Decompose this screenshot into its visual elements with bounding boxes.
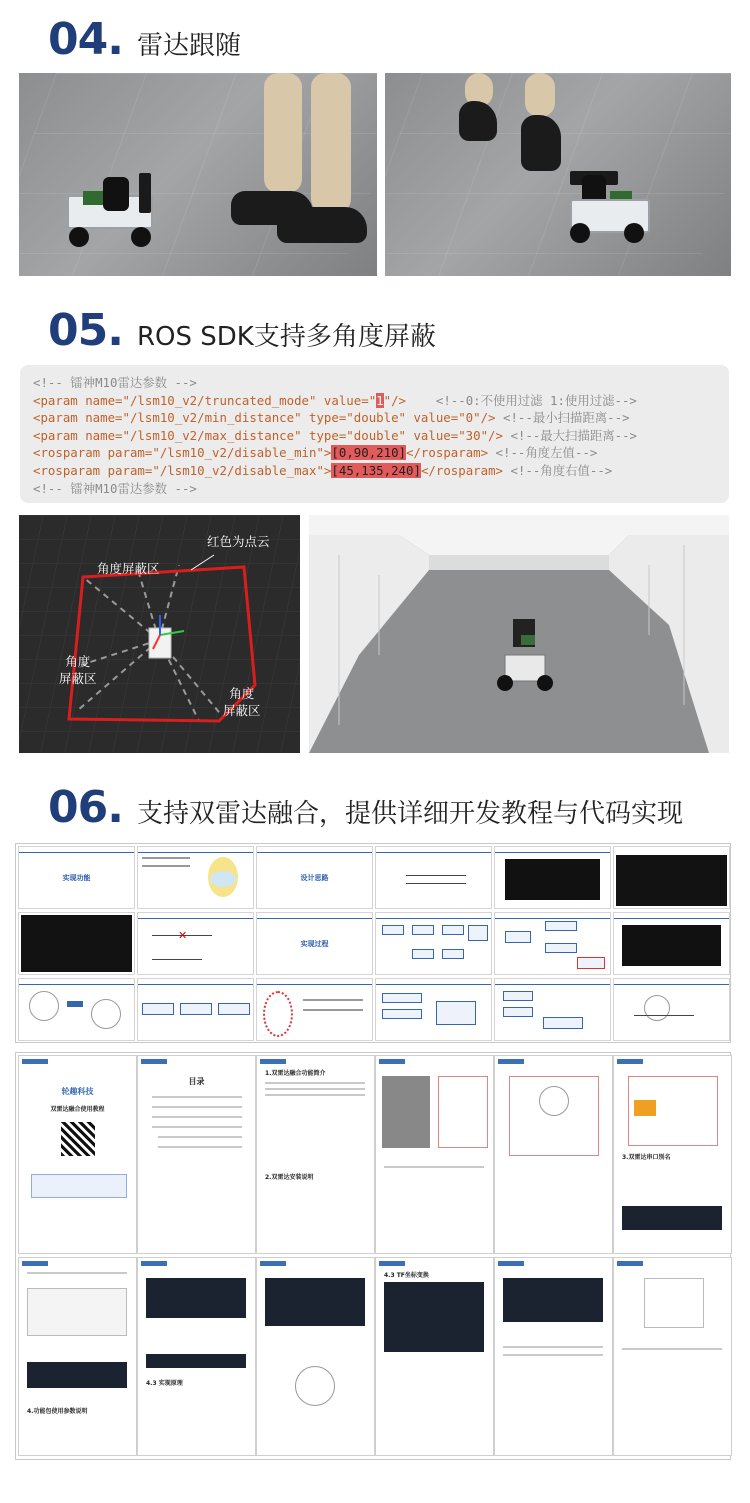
slide-thumbnail [494, 846, 611, 909]
code-highlight-value: [0,90,210] [331, 445, 407, 461]
section-heading: 支持双雷达融合，提供详细开发教程与代码实现 [136, 799, 683, 829]
section-title-06 [48, 782, 683, 833]
page-heading: 4.功能包使用参数说明 [27, 1408, 88, 1415]
doc-page-cover [18, 1055, 137, 1254]
code-line-truncated-mode: <param name="/lsm10_v2/truncated_mode" value=" [33, 392, 377, 408]
slide-thumbnail [137, 846, 254, 909]
slide-thumbnail [18, 912, 135, 975]
slide-thumbnail [494, 978, 611, 1041]
section-number: 06. [48, 782, 123, 833]
code-comment: <!--角度右值--> [510, 462, 613, 478]
slide-thumbnail [375, 978, 492, 1041]
code-comment: <!--角度左值--> [495, 445, 598, 461]
slide-thumbnail [256, 912, 373, 975]
doc-page-diagram [494, 1055, 613, 1254]
slide-thumbnail [375, 912, 492, 975]
label-shield-bottom [223, 685, 261, 719]
label-text: 屏蔽区 [223, 703, 261, 718]
page-heading: 4.3 实现原理 [146, 1380, 183, 1387]
code-line-end: </rosparam> [406, 445, 489, 461]
section-title-05 [48, 305, 436, 356]
section-heading: ROS SDK支持多角度屏蔽 [136, 322, 436, 352]
slide-title: 实现功能 [62, 874, 91, 882]
slide-thumbnail [613, 912, 730, 975]
doc-page-principle [256, 1257, 375, 1456]
tutorial-slides-grid [15, 843, 731, 1043]
rviz-angle-shield-view [19, 515, 300, 753]
label-shield-left [59, 653, 97, 687]
ros-param-code-block [20, 365, 729, 503]
slide-thumbnail [613, 846, 730, 909]
doc-page-intro [256, 1055, 375, 1254]
code-line-end: </rosparam> [420, 462, 503, 478]
label-text: 角度 [65, 654, 91, 669]
slide-title: 设计思路 [300, 874, 329, 882]
radar-follow-photo-right [385, 73, 731, 276]
doc-page-code-2 [494, 1257, 613, 1456]
section-title-04 [48, 14, 241, 65]
robot-image-2 [560, 165, 670, 245]
code-line-max-distance: <param name="/lsm10_v2/max_distance" type="double" value="30"/> [33, 427, 503, 443]
cover-title: 双雷达融合使用教程 [50, 1106, 105, 1113]
label-pointcloud: 红色为点云 [207, 534, 270, 549]
doc-page-coords [613, 1257, 732, 1456]
code-line-disable-min: <rosparam param="/lsm10_v2/disable_min"> [33, 445, 332, 461]
doc-page-code [137, 1257, 256, 1456]
room-drawing [309, 515, 729, 753]
slide-thumbnail [256, 846, 373, 909]
code-comment: <!-- 镭神M10雷达参数 --> [33, 480, 197, 496]
page-heading: 2.双雷达安装说明 [265, 1174, 314, 1181]
cover-brand: 轮趣科技 [61, 1087, 94, 1096]
code-line-disable-max: <rosparam param="/lsm10_v2/disable_max"> [33, 462, 332, 478]
section-heading: 雷达跟随 [136, 31, 241, 61]
slide-thumbnail [494, 912, 611, 975]
doc-page-photo [375, 1055, 494, 1254]
slide-thumbnail [256, 978, 373, 1041]
doc-page-params [18, 1257, 137, 1456]
slide-thumbnail [137, 978, 254, 1041]
slide-thumbnail [375, 846, 492, 909]
code-highlight-value: 1 [376, 392, 384, 408]
code-line-min-distance: <param name="/lsm10_v2/min_distance" type="double" value="0"/> [33, 410, 496, 426]
section-number: 05. [48, 305, 123, 356]
page-heading: 4.3 TF坐标变换 [384, 1272, 429, 1279]
tutorial-document-pages [15, 1052, 731, 1460]
doc-page-tf [375, 1257, 494, 1456]
code-highlight-value: [45,135,240] [331, 462, 421, 478]
code-comment: <!-- 镭神M10雷达参数 --> [33, 375, 197, 390]
toc-title: 目录 [188, 1077, 205, 1086]
slide-thumbnail [18, 978, 135, 1041]
label-text: 屏蔽区 [59, 671, 97, 686]
code-comment: <!--最大扫描距离--> [510, 427, 637, 443]
label-text: 角度 [229, 686, 255, 701]
robot-image [67, 173, 177, 253]
page-heading: 3.双雷达串口别名 [622, 1154, 671, 1161]
code-line-end: "/> [383, 392, 407, 408]
slide-thumbnail [613, 978, 730, 1041]
slide-title: 实现过程 [300, 940, 329, 948]
section-number: 04. [48, 14, 123, 65]
doc-page-serial [613, 1055, 732, 1254]
slide-thumbnail: ✕ [137, 912, 254, 975]
angle-shield-room-photo [309, 515, 729, 753]
page-heading: 1.双雷达融合功能简介 [265, 1070, 326, 1077]
code-comment: <!--0:不使用过滤 1:使用过滤--> [435, 392, 637, 408]
label-shield-top: 角度屏蔽区 [97, 561, 160, 576]
doc-page-toc [137, 1055, 256, 1254]
radar-follow-photo-left [19, 73, 377, 276]
code-comment: <!--最小扫描距离--> [502, 410, 630, 426]
slide-thumbnail [18, 846, 135, 909]
